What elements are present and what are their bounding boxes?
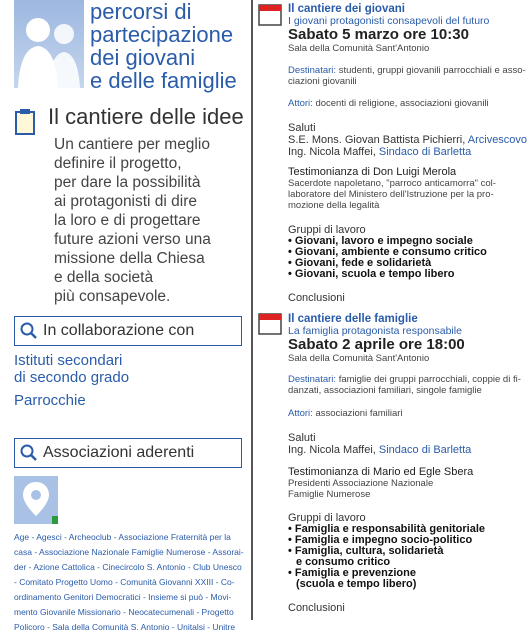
event1-gruppi: [288, 224, 528, 280]
gruppi-item: • Famiglia e prevenzione: [288, 567, 416, 579]
map-pin-icon: [14, 476, 58, 524]
testimonianza-head: Testimonianza di Don Luigi Merola: [288, 166, 457, 178]
event1-subtitle: I giovani protagonisti consapevoli del futuro: [288, 15, 490, 27]
calendar-icon: [258, 4, 282, 26]
idea-line: più consapevole.: [54, 288, 171, 305]
event1-saluti: [288, 122, 528, 158]
testimonianza-line: Presidenti Associazione Nazionale: [288, 478, 434, 489]
dest-value: famiglie dei gruppi parrocchiali, coppie di fi-: [338, 374, 521, 385]
event2-place: Sala della Comunità Sant'Antonio: [288, 353, 430, 364]
att-key: Attori:: [288, 98, 313, 109]
notepad-icon: [14, 108, 38, 136]
dest-value: studenti, gruppi giovanili parrocchiali e asso-: [338, 65, 526, 76]
gruppi-list: [288, 236, 528, 280]
left-column: [0, 0, 250, 632]
event2-destinatari: [288, 374, 528, 396]
testimonianza-line: laboratore del Ministero dell'Istruzione per la pro-: [288, 189, 494, 200]
dest-key: Destinatari:: [288, 374, 337, 385]
idea-text: [54, 135, 244, 306]
gruppi-item: e consumo critico: [296, 556, 391, 568]
event2-testimonianza: [288, 466, 528, 500]
collab-search-box[interactable]: [14, 316, 242, 346]
saluti-name: S.E. Mons. Giovan Battista Pichierri,: [288, 134, 466, 146]
right-column: [258, 0, 530, 620]
idea-line: e della società: [54, 269, 154, 286]
assoc-label: Associazioni aderenti: [43, 444, 195, 461]
link-parrocchie[interactable]: Parrocchie: [14, 392, 86, 409]
gruppi-item: • Famiglia e responsabilità genitoriale: [288, 523, 486, 535]
search-icon: [19, 443, 39, 463]
link-istituti[interactable]: [14, 352, 129, 386]
logo-line: dei giovani: [90, 45, 196, 70]
event2-conclusioni: Conclusioni: [288, 602, 345, 614]
dest-key: Destinatari:: [288, 65, 337, 76]
associations-list: [14, 530, 246, 635]
saluti-name: Ing. Nicola Maffei,: [288, 146, 376, 158]
event1-destinatari: [288, 65, 528, 87]
idea-line: Un cantiere per meglio: [54, 136, 210, 153]
idea-line: per dare la possibilità: [54, 174, 201, 191]
saluti-role: Sindaco di Barletta: [378, 444, 472, 456]
gruppi-list: [288, 524, 528, 590]
att-value: docenti di religione, associazioni giovanili: [315, 98, 489, 109]
event1-conclusioni: Conclusioni: [288, 292, 345, 304]
logo-title: [90, 0, 250, 92]
att-value: associazioni familiari: [315, 408, 403, 419]
idea-line: future azioni verso una: [54, 231, 211, 248]
testimonianza-head: Testimonianza di Mario ed Egle Sbera: [288, 466, 474, 478]
saluti-role: Arcivescovo: [467, 134, 528, 146]
testimonianza-line: Sacerdote napoletano, "parroco anticamorra" col-: [288, 178, 496, 189]
saluti-label: Saluti: [288, 122, 316, 134]
event2-title: Il cantiere delle famiglie: [288, 313, 418, 325]
testimonianza-line: Famiglie Numerose: [288, 489, 371, 500]
people-logo-icon: [14, 0, 84, 88]
event1-testimonianza: [288, 166, 528, 211]
att-key: Attori:: [288, 408, 313, 419]
link-line: Istituti secondari: [14, 352, 123, 369]
logo-line: e delle famiglie: [90, 68, 237, 93]
event2-header: [288, 313, 528, 364]
assoc-line: Age - Agesci - Archeoclub - Associazione Fraternità per la: [14, 532, 231, 542]
event2-date: Sabato 2 aprile ore 18:00: [288, 336, 465, 353]
gruppi-item: • Giovani, fede e solidarietà: [288, 257, 432, 269]
gruppi-head: Gruppi di lavoro: [288, 224, 366, 236]
saluti-role: Sindaco di Barletta: [378, 146, 472, 158]
collab-label: In collaborazione con: [43, 322, 195, 339]
assoc-line: Policoro - Sala della Comunità S. Antonio - Unitalsi - Unitre: [14, 622, 236, 632]
event1-header: [288, 3, 528, 54]
assoc-line: der - Azione Cattolica - Cinecircolo S. Antonio - Club Unesco: [14, 562, 242, 572]
gruppi-head: Gruppi di lavoro: [288, 512, 366, 524]
idea-line: ai protagonisti di dire: [54, 193, 198, 210]
link-line: di secondo grado: [14, 369, 130, 386]
event2-saluti: [288, 432, 528, 456]
event2-gruppi: [288, 512, 528, 590]
event1-date: Sabato 5 marzo ore 10:30: [288, 26, 469, 43]
gruppi-item: • Giovani, scuola e tempo libero: [288, 268, 455, 280]
event2-attori: [288, 408, 528, 419]
calendar-icon: [258, 313, 282, 335]
assoc-line: ordinamento Genitori Democratici - Insieme si può - Movi-: [14, 592, 232, 602]
logo-line: partecipazione: [90, 22, 234, 47]
gruppi-item: (scuola e tempo libero): [296, 578, 417, 590]
idea-line: definire il progetto,: [54, 155, 182, 172]
column-divider: [251, 0, 253, 620]
event2-subtitle: La famiglia protagonista responsabile: [288, 325, 462, 337]
assoc-line: casa - Associazione Nazionale Famiglie Numerose - Assorai-: [14, 547, 244, 557]
event1-title: Il cantiere dei giovani: [288, 3, 405, 15]
idea-line: la loro e di progettare: [54, 212, 201, 229]
dest-value: danzati, associazioni familiari, singole famiglie: [288, 385, 482, 396]
gruppi-item: • Giovani, ambiente e consumo critico: [288, 246, 487, 258]
gruppi-item: • Giovani, lavoro e impegno sociale: [288, 235, 473, 247]
idea-line: missione della Chiesa: [54, 250, 205, 267]
gruppi-item: • Famiglia, cultura, solidarietà: [288, 545, 444, 557]
dest-value: ciazioni giovanili: [288, 76, 357, 87]
event1-attori: [288, 98, 528, 109]
assoc-search-box[interactable]: [14, 438, 242, 468]
idea-heading: Il cantiere delle idee: [48, 104, 244, 129]
assoc-line: mento Giovanile Missionario - Neocatecumenali - Progetto: [14, 607, 234, 617]
event1-place: Sala della Comunità Sant'Antonio: [288, 43, 430, 54]
logo-line: percorsi di: [90, 0, 192, 24]
assoc-line: - Comitato Progetto Uomo - Comunità Giovanni XXIII - Co-: [14, 577, 235, 587]
gruppi-item: • Famiglia e impegno socio-politico: [288, 534, 473, 546]
saluti-name: Ing. Nicola Maffei,: [288, 444, 376, 456]
saluti-label: Saluti: [288, 432, 316, 444]
testimonianza-line: mozione della legalità: [288, 200, 380, 211]
search-icon: [19, 321, 39, 341]
